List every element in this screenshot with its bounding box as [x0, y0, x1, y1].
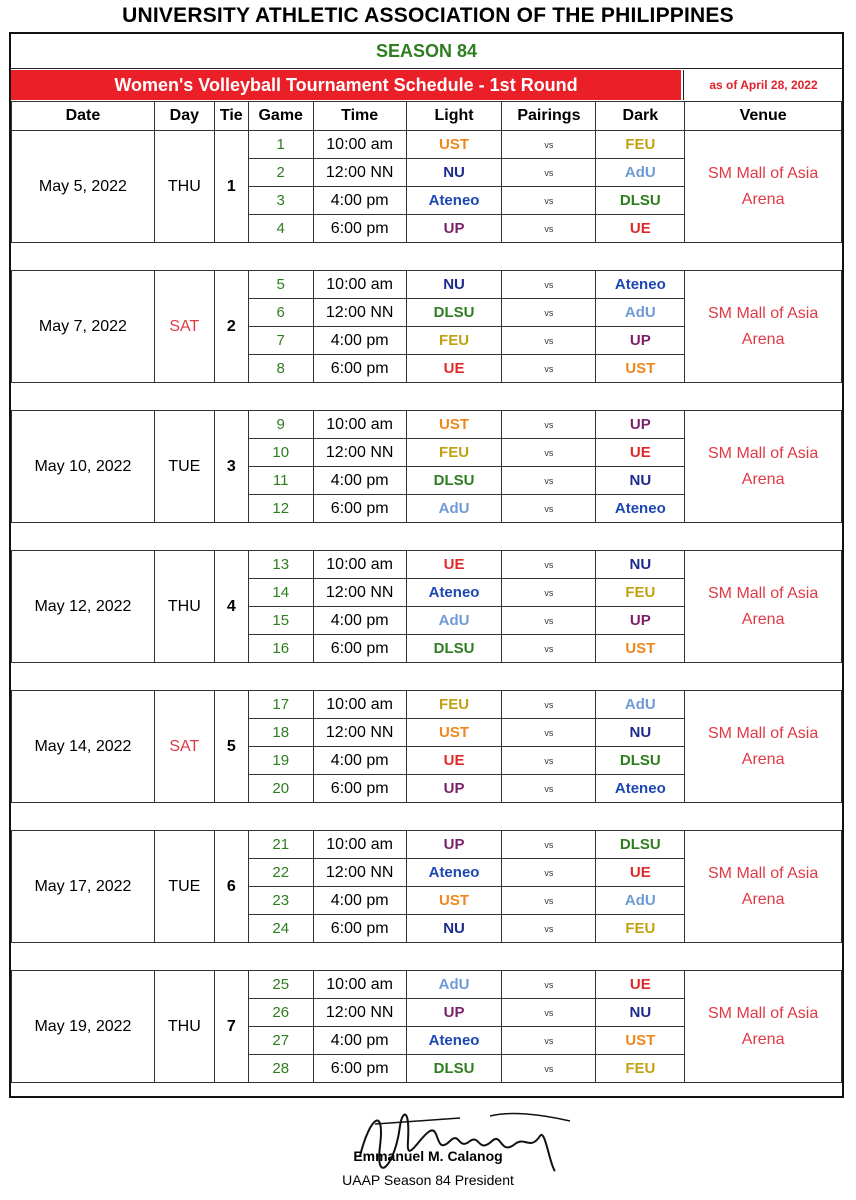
- pairing-vs: vs: [502, 411, 596, 439]
- light-team: Ateneo: [406, 187, 502, 215]
- tie-date: May 14, 2022: [12, 691, 155, 803]
- light-team: UE: [406, 551, 502, 579]
- dark-team: FEU: [596, 915, 685, 943]
- spacer-cell: [12, 663, 842, 691]
- pairing-vs: vs: [502, 859, 596, 887]
- dark-team: UST: [596, 635, 685, 663]
- game-time: 4:00 pm: [313, 467, 406, 495]
- game-time: 12:00 NN: [313, 579, 406, 607]
- light-team: FEU: [406, 439, 502, 467]
- table-row: [12, 131, 842, 159]
- game-time: 10:00 am: [313, 271, 406, 299]
- dark-team: DLSU: [596, 747, 685, 775]
- game-time: 6:00 pm: [313, 775, 406, 803]
- tie-date: May 17, 2022: [12, 831, 155, 943]
- tie-venue: [685, 271, 842, 383]
- light-team: NU: [406, 271, 502, 299]
- dark-team: DLSU: [596, 187, 685, 215]
- game-number: 13: [248, 551, 313, 579]
- tie-number: 3: [214, 411, 248, 523]
- light-team: UP: [406, 215, 502, 243]
- game-number: 9: [248, 411, 313, 439]
- as-of-date: as of April 28, 2022: [683, 70, 843, 100]
- venue-line: Arena: [741, 1030, 785, 1048]
- dark-team: UST: [596, 1027, 685, 1055]
- venue-line: Arena: [741, 190, 785, 208]
- game-time: 6:00 pm: [313, 215, 406, 243]
- tie-day: THU: [154, 971, 214, 1083]
- pairing-vs: vs: [502, 355, 596, 383]
- pairing-vs: vs: [502, 747, 596, 775]
- light-team: Ateneo: [406, 1027, 502, 1055]
- game-time: 10:00 am: [313, 131, 406, 159]
- game-time: 12:00 NN: [313, 439, 406, 467]
- pairing-vs: vs: [502, 719, 596, 747]
- spacer-cell: [12, 803, 842, 831]
- spacer-cell: [12, 523, 842, 551]
- light-team: DLSU: [406, 1055, 502, 1083]
- game-number: 5: [248, 271, 313, 299]
- venue-line: SM Mall of Asia: [708, 864, 819, 882]
- light-team: UST: [406, 719, 502, 747]
- game-number: 4: [248, 215, 313, 243]
- pairing-vs: vs: [502, 775, 596, 803]
- dark-team: Ateneo: [596, 271, 685, 299]
- venue-line: Arena: [741, 750, 785, 768]
- pairing-vs: vs: [502, 831, 596, 859]
- tie-number: 2: [214, 271, 248, 383]
- venue-line: SM Mall of Asia: [708, 724, 819, 742]
- tie-day: THU: [154, 131, 214, 243]
- game-number: 3: [248, 187, 313, 215]
- game-time: 12:00 NN: [313, 859, 406, 887]
- game-number: 18: [248, 719, 313, 747]
- game-time: 6:00 pm: [313, 355, 406, 383]
- game-number: 26: [248, 999, 313, 1027]
- light-team: UST: [406, 411, 502, 439]
- light-team: UE: [406, 355, 502, 383]
- venue-line: SM Mall of Asia: [708, 164, 819, 182]
- game-number: 23: [248, 887, 313, 915]
- spacer-row: [12, 383, 842, 411]
- table-row: [12, 271, 842, 299]
- light-team: DLSU: [406, 299, 502, 327]
- table-row: [12, 831, 842, 859]
- spacer-cell: [12, 383, 842, 411]
- table-row: [12, 691, 842, 719]
- schedule-table: [11, 101, 842, 1083]
- pairing-vs: vs: [502, 299, 596, 327]
- venue-line: Arena: [741, 610, 785, 628]
- game-number: 2: [248, 159, 313, 187]
- pairing-vs: vs: [502, 691, 596, 719]
- game-number: 22: [248, 859, 313, 887]
- dark-team: NU: [596, 467, 685, 495]
- spacer-cell: [12, 943, 842, 971]
- venue-line: SM Mall of Asia: [708, 1004, 819, 1022]
- signatory-title: UAAP Season 84 President: [342, 1172, 514, 1188]
- spacer-row: [12, 943, 842, 971]
- game-time: 12:00 NN: [313, 999, 406, 1027]
- dark-team: AdU: [596, 159, 685, 187]
- game-time: 4:00 pm: [313, 887, 406, 915]
- game-number: 20: [248, 775, 313, 803]
- pairing-vs: vs: [502, 887, 596, 915]
- pairing-vs: vs: [502, 1055, 596, 1083]
- light-team: Ateneo: [406, 859, 502, 887]
- light-team: DLSU: [406, 467, 502, 495]
- pairing-vs: vs: [502, 635, 596, 663]
- game-time: 4:00 pm: [313, 1027, 406, 1055]
- game-time: 10:00 am: [313, 551, 406, 579]
- game-time: 12:00 NN: [313, 159, 406, 187]
- dark-team: AdU: [596, 691, 685, 719]
- venue-line: Arena: [741, 330, 785, 348]
- light-team: FEU: [406, 691, 502, 719]
- game-time: 6:00 pm: [313, 635, 406, 663]
- spacer-row: [12, 243, 842, 271]
- pairing-vs: vs: [502, 915, 596, 943]
- dark-team: FEU: [596, 131, 685, 159]
- game-time: 10:00 am: [313, 831, 406, 859]
- schedule-sheet: [9, 32, 844, 1098]
- game-number: 8: [248, 355, 313, 383]
- dark-team: UE: [596, 439, 685, 467]
- venue-line: SM Mall of Asia: [708, 584, 819, 602]
- light-team: AdU: [406, 495, 502, 523]
- dark-team: UP: [596, 607, 685, 635]
- tie-number: 4: [214, 551, 248, 663]
- light-team: NU: [406, 159, 502, 187]
- game-time: 12:00 NN: [313, 719, 406, 747]
- game-number: 14: [248, 579, 313, 607]
- dark-team: NU: [596, 551, 685, 579]
- col-header-time: Time: [313, 102, 406, 131]
- tie-number: 7: [214, 971, 248, 1083]
- pairing-vs: vs: [502, 271, 596, 299]
- game-number: 1: [248, 131, 313, 159]
- light-team: Ateneo: [406, 579, 502, 607]
- tie-venue: [685, 411, 842, 523]
- light-team: NU: [406, 915, 502, 943]
- tie-venue: [685, 971, 842, 1083]
- dark-team: FEU: [596, 579, 685, 607]
- pairing-vs: vs: [502, 1027, 596, 1055]
- tie-number: 1: [214, 131, 248, 243]
- dark-team: UE: [596, 859, 685, 887]
- tournament-banner: Women's Volleyball Tournament Schedule - 1st Round: [11, 70, 681, 100]
- game-number: 19: [248, 747, 313, 775]
- light-team: AdU: [406, 607, 502, 635]
- game-time: 6:00 pm: [313, 1055, 406, 1083]
- tie-venue: [685, 131, 842, 243]
- game-number: 10: [248, 439, 313, 467]
- game-time: 10:00 am: [313, 691, 406, 719]
- pairing-vs: vs: [502, 327, 596, 355]
- game-number: 17: [248, 691, 313, 719]
- tie-date: May 10, 2022: [12, 411, 155, 523]
- tie-date: May 5, 2022: [12, 131, 155, 243]
- game-time: 12:00 NN: [313, 299, 406, 327]
- tie-number: 5: [214, 691, 248, 803]
- col-header-game: Game: [248, 102, 313, 131]
- light-team: UP: [406, 831, 502, 859]
- dark-team: UP: [596, 327, 685, 355]
- tie-day: TUE: [154, 411, 214, 523]
- pairing-vs: vs: [502, 439, 596, 467]
- tie-day: TUE: [154, 831, 214, 943]
- game-number: 24: [248, 915, 313, 943]
- header-row: [12, 102, 842, 131]
- spacer-row: [12, 523, 842, 551]
- pairing-vs: vs: [502, 999, 596, 1027]
- game-time: 4:00 pm: [313, 607, 406, 635]
- organization-title: UNIVERSITY ATHLETIC ASSOCIATION OF THE PHILIPPINES: [122, 4, 734, 27]
- game-number: 25: [248, 971, 313, 999]
- tie-date: May 7, 2022: [12, 271, 155, 383]
- light-team: UST: [406, 131, 502, 159]
- game-time: 10:00 am: [313, 411, 406, 439]
- signatory-name: Emmanuel M. Calanog: [353, 1148, 503, 1164]
- game-number: 27: [248, 1027, 313, 1055]
- dark-team: UST: [596, 355, 685, 383]
- tie-venue: [685, 831, 842, 943]
- dark-team: Ateneo: [596, 775, 685, 803]
- col-header-date: Date: [12, 102, 155, 131]
- col-header-dark: Dark: [596, 102, 685, 131]
- game-number: 11: [248, 467, 313, 495]
- dark-team: AdU: [596, 887, 685, 915]
- season-title: SEASON 84: [11, 34, 842, 69]
- table-row: [12, 411, 842, 439]
- venue-line: SM Mall of Asia: [708, 304, 819, 322]
- col-header-tie: Tie: [214, 102, 248, 131]
- light-team: UP: [406, 775, 502, 803]
- light-team: AdU: [406, 971, 502, 999]
- light-team: UP: [406, 999, 502, 1027]
- pairing-vs: vs: [502, 495, 596, 523]
- tie-day: SAT: [154, 691, 214, 803]
- dark-team: Ateneo: [596, 495, 685, 523]
- col-header-day: Day: [154, 102, 214, 131]
- game-number: 6: [248, 299, 313, 327]
- pairing-vs: vs: [502, 579, 596, 607]
- pairing-vs: vs: [502, 467, 596, 495]
- table-row: [12, 551, 842, 579]
- tie-venue: [685, 551, 842, 663]
- venue-line: SM Mall of Asia: [708, 444, 819, 462]
- venue-line: Arena: [741, 890, 785, 908]
- dark-team: NU: [596, 999, 685, 1027]
- dark-team: UE: [596, 971, 685, 999]
- light-team: FEU: [406, 327, 502, 355]
- game-time: 6:00 pm: [313, 915, 406, 943]
- pairing-vs: vs: [502, 131, 596, 159]
- tie-day: SAT: [154, 271, 214, 383]
- light-team: UE: [406, 747, 502, 775]
- signature-image: [340, 1096, 600, 1176]
- game-time: 10:00 am: [313, 971, 406, 999]
- dark-team: DLSU: [596, 831, 685, 859]
- pairing-vs: vs: [502, 159, 596, 187]
- pairing-vs: vs: [502, 971, 596, 999]
- game-number: 15: [248, 607, 313, 635]
- pairing-vs: vs: [502, 215, 596, 243]
- pairing-vs: vs: [502, 551, 596, 579]
- col-header-light: Light: [406, 102, 502, 131]
- tie-venue: [685, 691, 842, 803]
- game-time: 4:00 pm: [313, 187, 406, 215]
- dark-team: AdU: [596, 299, 685, 327]
- col-header-pairings: Pairings: [502, 102, 596, 131]
- game-time: 4:00 pm: [313, 327, 406, 355]
- game-number: 16: [248, 635, 313, 663]
- col-header-venue: Venue: [685, 102, 842, 131]
- dark-team: FEU: [596, 1055, 685, 1083]
- pairing-vs: vs: [502, 607, 596, 635]
- light-team: UST: [406, 887, 502, 915]
- game-time: 6:00 pm: [313, 495, 406, 523]
- light-team: DLSU: [406, 635, 502, 663]
- tie-day: THU: [154, 551, 214, 663]
- tie-date: May 12, 2022: [12, 551, 155, 663]
- game-number: 21: [248, 831, 313, 859]
- dark-team: UP: [596, 411, 685, 439]
- tie-date: May 19, 2022: [12, 971, 155, 1083]
- venue-line: Arena: [741, 470, 785, 488]
- spacer-row: [12, 803, 842, 831]
- game-number: 12: [248, 495, 313, 523]
- game-number: 28: [248, 1055, 313, 1083]
- dark-team: UE: [596, 215, 685, 243]
- tie-number: 6: [214, 831, 248, 943]
- spacer-cell: [12, 243, 842, 271]
- schedule-body: [12, 131, 842, 1083]
- game-time: 4:00 pm: [313, 747, 406, 775]
- dark-team: NU: [596, 719, 685, 747]
- spacer-row: [12, 663, 842, 691]
- game-number: 7: [248, 327, 313, 355]
- pairing-vs: vs: [502, 187, 596, 215]
- table-row: [12, 971, 842, 999]
